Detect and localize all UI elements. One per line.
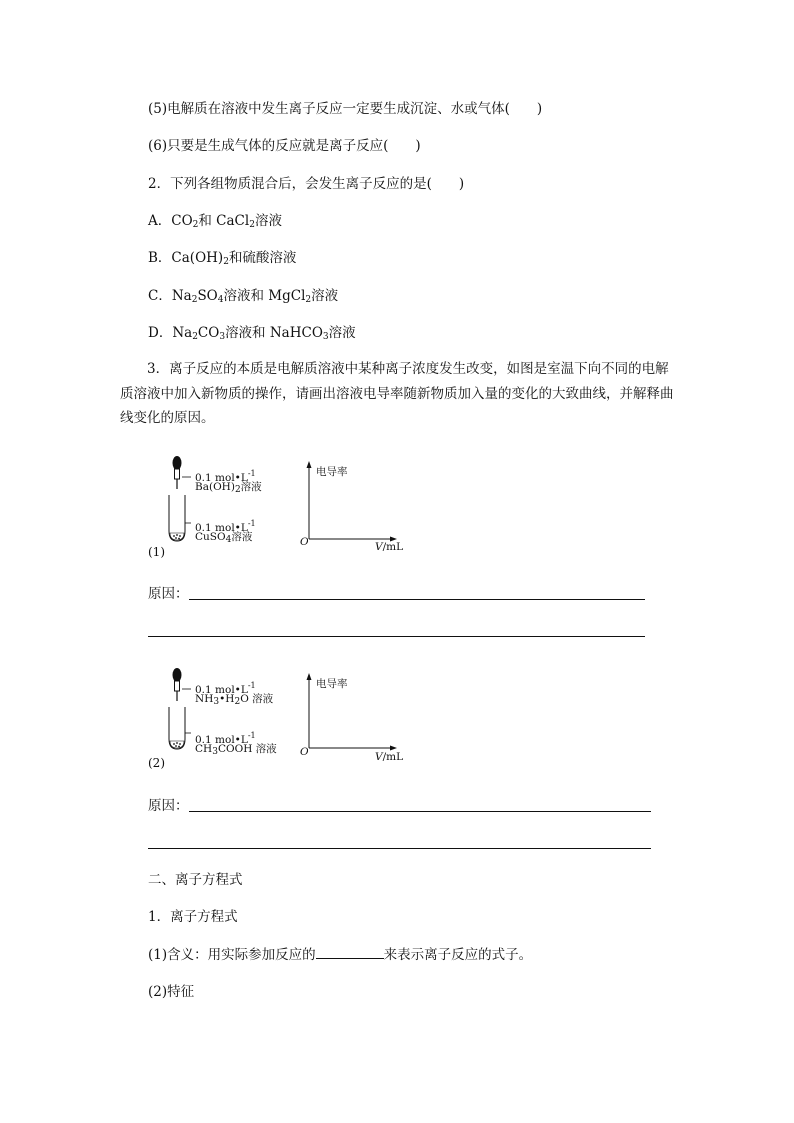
q2-option-d: D．$Na_2CO_3$溶液和 NaHCO$_3$溶液 (148, 325, 356, 342)
fig1-dropper-concentration: 0.1 $mol•L^{-1}$ (195, 469, 256, 484)
section-2-subheading: 1．离子方程式 (148, 909, 238, 925)
section-2-heading: 二、离子方程式 (148, 872, 243, 888)
q2-stem: 2．下列各组物质混合后，会发生离子反应的是( ) (148, 176, 465, 192)
fig2-origin-label: O (300, 746, 309, 758)
fig1-tube-concentration: 0.1 $mol•L^{-1}$ (195, 519, 256, 534)
q2-option-b: B．$Ca(OH)_2$和硫酸溶液 (148, 250, 297, 267)
fig1-number: (1) (148, 545, 165, 559)
fig2-tube-concentration: 0.1 $mol•L^{-1}$ (195, 731, 256, 746)
q2-option-a: A．$CO_2$和 CaCl$_2$溶液 (148, 213, 282, 230)
dropper-bulb-icon (173, 668, 182, 682)
fig1-y-axis-label: 电导率 (316, 466, 348, 478)
q3-stem: 3．离子反应的本质是电解质溶液中某种离子浓度发生改变，如图是室温下向不同的电解质溶液中加入新物质的操作，请画出溶液电导率随新物质加入量的变化的大致曲线，并解释曲线变化的原因。 (120, 361, 674, 426)
meaning-blank[interactable] (316, 944, 384, 959)
q1-item-6: (6)只要是生成气体的反应就是离子反应( ) (148, 138, 421, 154)
q1-item-5: (5)电解质在溶液中发生离子反应一定要生成沉淀、水或气体( ) (148, 101, 543, 117)
reason-1-answer-line[interactable] (189, 599, 645, 600)
fig1-origin-label: O (300, 536, 309, 548)
fig1-dropper-solution: $Ba(OH)_2$溶液 (195, 481, 262, 495)
reason-1-label: 原因： (148, 586, 189, 602)
reason-2-label: 原因： (148, 798, 189, 814)
dropper-bulb-icon (173, 456, 182, 470)
fig1-tube-solution: CuSO$_4$溶液 (195, 531, 253, 545)
reason-2-answer-line-2[interactable] (148, 848, 651, 849)
fig2-y-axis-label: 电导率 (316, 678, 348, 690)
fig1-x-axis-label: V/mL (375, 541, 404, 553)
fig2-dropper-concentration: 0.1 $mol•L^{-1}$ (195, 681, 256, 696)
fig2-x-axis-label: V/mL (375, 751, 404, 763)
y-axis-arrow-icon (307, 461, 312, 468)
y-axis-arrow-icon (307, 673, 312, 680)
meaning-line: (1)含义：用实际参加反应的 来表示离子反应的式子。 (148, 944, 532, 965)
x-axis-arrow-icon (390, 746, 397, 751)
q2-option-c: C．$Na_2SO_4$溶液和 MgCl$_2$溶液 (148, 288, 339, 305)
feature-line: (2)特征 (148, 984, 195, 1000)
fig2-dropper-solution: $NH_3•H_2O$ 溶液 (195, 693, 274, 707)
reason-2-answer-line[interactable] (189, 811, 651, 812)
reason-1-answer-line-2[interactable] (148, 636, 645, 637)
fig2-tube-solution: $CH_3COOH$ 溶液 (195, 743, 277, 757)
fig2-number: (2) (148, 756, 165, 770)
